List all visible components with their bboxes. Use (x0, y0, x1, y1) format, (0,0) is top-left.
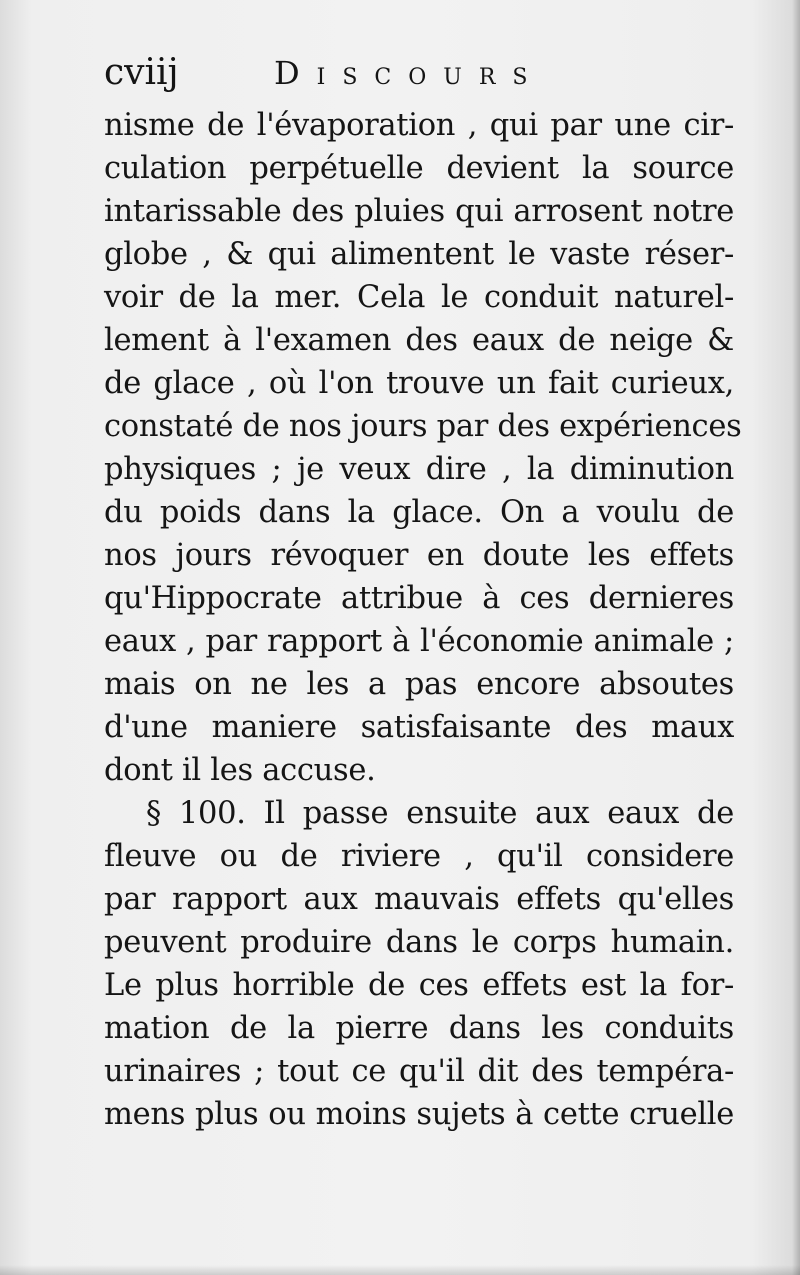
text-line: eaux , par rapport à l'économie animale ; (104, 624, 734, 659)
text-line: voir de la mer. Cela le conduit naturel- (104, 280, 734, 315)
text-line: de glace , où l'on trouve un fait curieux, (104, 366, 734, 401)
page-edge-shadow-bottom (0, 1265, 800, 1275)
running-head: Discours (274, 54, 545, 92)
page-edge-shadow-right (792, 0, 800, 1275)
text-line: mation de la pierre dans les conduits (104, 1011, 734, 1046)
text-line: Le plus horrible de ces effets est la for- (104, 968, 734, 1003)
text-line: peuvent produire dans le corps humain. (104, 925, 734, 960)
text-line: mais on ne les a pas encore absoutes (104, 667, 734, 702)
text-line: nos jours révoquer en doute les effets (104, 538, 734, 573)
text-line: constaté de nos jours par des expériences (104, 409, 742, 444)
text-line: intarissable des pluies qui arrosent notre (104, 194, 734, 229)
text-line: urinaires ; tout ce qu'il dit des tempéra- (104, 1054, 734, 1089)
text-line: d'une maniere satisfaisante des maux (104, 710, 734, 745)
text-line: mens plus ou moins sujets à cette cruelle (104, 1097, 734, 1132)
text-line: physiques ; je veux dire , la diminution (104, 452, 734, 487)
text-line: qu'Hippocrate attribue à ces dernieres (104, 581, 734, 616)
text-line: nisme de l'évaporation , qui par une cir- (104, 108, 734, 143)
text-line: lement à l'examen des eaux de neige & (104, 323, 734, 358)
section-start-line: § 100. Il passe ensuite aux eaux de (146, 796, 734, 831)
text-line: globe , & qui alimentent le vaste réser- (104, 237, 734, 272)
text-line: par rapport aux mauvais effets qu'elles (104, 882, 734, 917)
text-line: culation perpétuelle devient la source (104, 151, 734, 186)
page-header (104, 48, 738, 98)
page-number: cviij (104, 52, 179, 93)
paragraph-end-line: dont il les accuse. (104, 753, 376, 788)
text-line: du poids dans la glace. On a voulu de (104, 495, 734, 530)
text-line: fleuve ou de riviere , qu'il considere (104, 839, 734, 874)
body-text (104, 104, 742, 1136)
